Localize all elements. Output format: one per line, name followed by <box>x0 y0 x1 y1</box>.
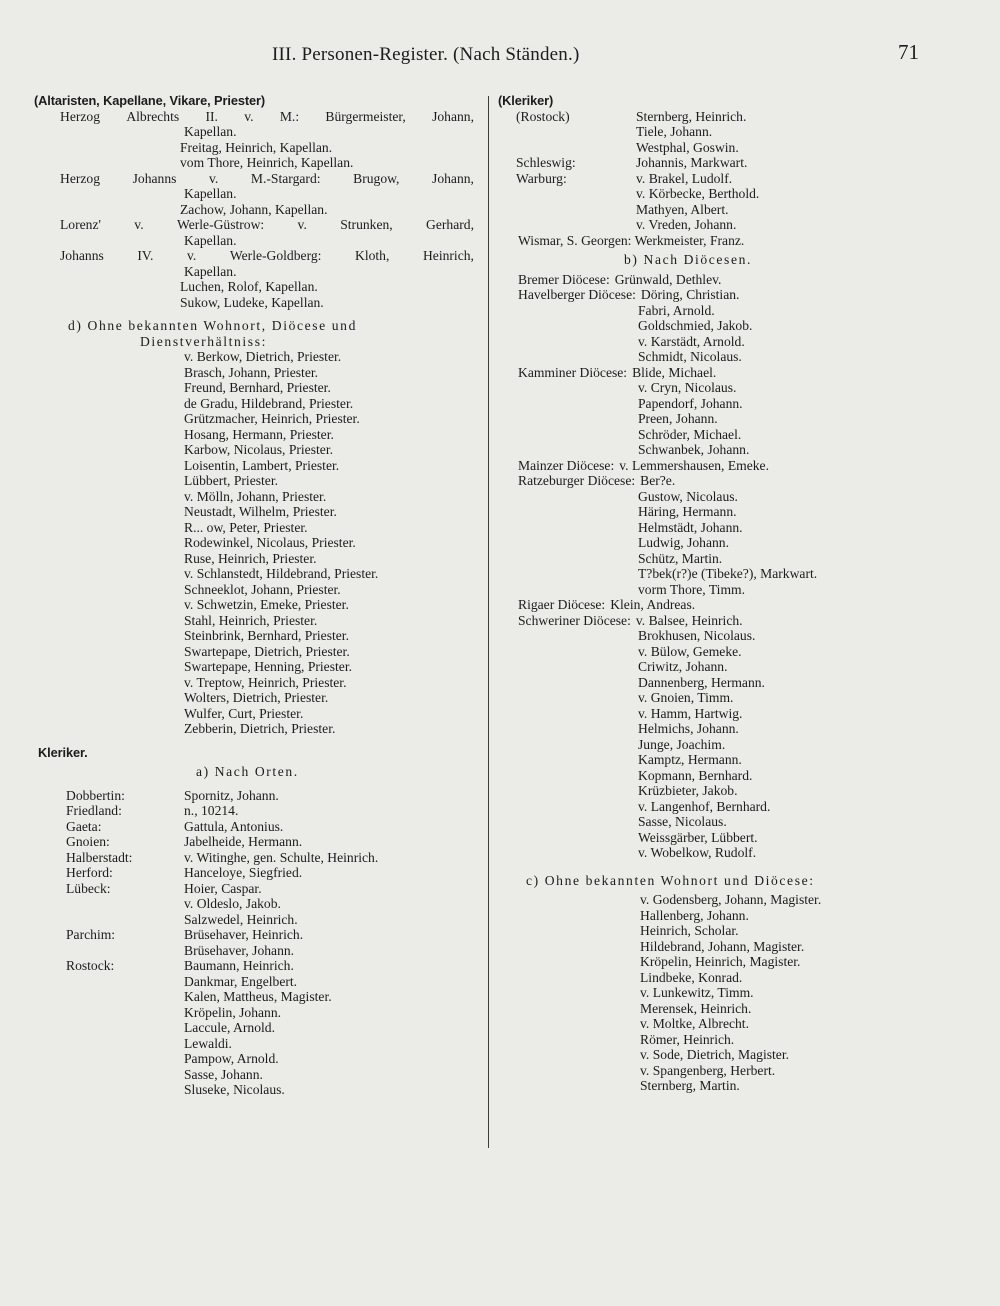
priest-entry: de Gradu, Hildebrand, Priester. <box>184 395 354 411</box>
person-name: Kopmann, Bernhard. <box>638 767 753 783</box>
person-name: Spornitz, Johann. <box>184 787 279 803</box>
register-entry-line: Kapellan. <box>184 124 237 139</box>
person-name: T?bek(r?)e (Tibeke?), Markwart. <box>638 566 818 581</box>
diocese-entry <box>498 690 968 706</box>
person-name: Helmichs, Johann. <box>638 721 739 736</box>
person-name: Tiele, Johann. <box>636 124 713 139</box>
place-name <box>34 1051 184 1067</box>
diocese-entry <box>498 272 968 288</box>
place-entry <box>34 881 474 897</box>
place-name <box>34 1036 184 1052</box>
priest-entry: Zebberin, Dietrich, Priester. <box>184 721 336 736</box>
place-entry <box>34 1051 474 1067</box>
place-entry <box>34 989 474 1005</box>
person-name: Baumann, Heinrich. <box>184 958 294 973</box>
unknown-entry: Lindbeke, Konrad. <box>640 969 743 985</box>
person-name: Junge, Joachim. <box>638 736 726 752</box>
entry-word: v. <box>244 108 254 124</box>
entry-word: Lorenz' <box>60 217 101 232</box>
place-name: Rostock: <box>66 958 115 973</box>
diocese-entry <box>498 845 968 861</box>
place-name <box>498 140 636 156</box>
person-name: Gattula, Antonius. <box>184 818 284 834</box>
person-name: v. Bülow, Gemeke. <box>638 643 742 659</box>
place-name <box>498 202 636 218</box>
person-name: Hanceloye, Siegfried. <box>184 865 303 880</box>
person-name: Kalen, Mattheus, Magister. <box>184 989 332 1004</box>
entry-word: Heinrich, <box>422 248 474 263</box>
person-name: Blide, Michael. <box>632 364 717 380</box>
unknown-entry: v. Godensberg, Johann, Magister. <box>640 892 822 907</box>
person-name: v. Oldeslo, Jakob. <box>184 896 281 911</box>
diocese-name: Kamminer Diöcese: <box>518 364 628 380</box>
person-name: Jabelheide, Hermann. <box>184 834 303 849</box>
subsection-d-heading-cont: Dienstverhältniss: <box>140 333 267 349</box>
diocese-name: Mainzer Diöcese: <box>518 457 615 473</box>
place-entry <box>34 865 474 881</box>
subsection-c-heading: c) Ohne bekannten Wohnort und Diöcese: <box>526 872 815 888</box>
diocese-entry <box>498 566 968 582</box>
diocese-entry <box>498 613 968 629</box>
diocese-entry <box>498 551 968 567</box>
person-name: Gustow, Nicolaus. <box>638 488 738 504</box>
entry-word: v. <box>209 170 219 186</box>
diocese-entry <box>498 427 968 443</box>
place-name <box>498 217 636 233</box>
unknown-entry: Kröpelin, Heinrich, Magister. <box>640 954 801 969</box>
place-entry <box>34 943 474 959</box>
entry-word: Bürgermeister, <box>325 108 406 124</box>
person-name: v. Gnoien, Timm. <box>638 690 734 705</box>
diocese-entry <box>498 597 968 613</box>
diocese-entry <box>498 411 968 427</box>
place-entry <box>34 1020 474 1036</box>
unknown-entry: v. Sode, Dietrich, Magister. <box>640 1047 789 1062</box>
entry-word: Johanns <box>60 248 104 263</box>
priest-entry: Steinbrink, Bernhard, Priester. <box>184 628 349 643</box>
place-name: Dobbertin: <box>66 787 125 803</box>
place-name <box>34 974 184 990</box>
place-entry <box>498 155 968 171</box>
place-name <box>498 124 636 140</box>
entry-word: II. <box>205 108 218 124</box>
register-entry-line: Luchen, Rolof, Kapellan. <box>180 279 318 294</box>
person-name: Lewaldi. <box>184 1035 232 1051</box>
person-name: Helmstädt, Johann. <box>638 519 743 535</box>
diocese-entry <box>498 644 968 660</box>
priest-entry: Loisentin, Lambert, Priester. <box>184 457 340 473</box>
register-entry-line: Zachow, Johann, Kapellan. <box>180 201 328 217</box>
place-entry <box>34 819 474 835</box>
register-entry-line: Kapellan. <box>184 263 237 279</box>
diocese-entry <box>498 752 968 768</box>
place-name <box>34 943 184 959</box>
entry-word: Johann, <box>432 108 474 124</box>
diocese-entry <box>498 675 968 691</box>
diocese-entry <box>498 365 968 381</box>
right-column <box>498 93 968 1094</box>
unknown-entry: Römer, Heinrich. <box>640 1031 735 1047</box>
person-name: Papendorf, Johann. <box>638 395 743 411</box>
section-heading-altaristen: (Altaristen, Kapellane, Vikare, Priester) <box>34 93 266 108</box>
priest-entry: v. Schlanstedt, Hildebrand, Priester. <box>184 566 379 581</box>
person-name: v. Lemmershausen, Emeke. <box>619 457 769 473</box>
entry-word: Johanns <box>132 170 177 186</box>
person-name: Mathyen, Albert. <box>636 201 729 217</box>
place-entry <box>34 927 474 943</box>
priest-entry: Brasch, Johann, Priester. <box>184 364 319 380</box>
diocese-entry <box>498 830 968 846</box>
entry-word: Gerhard, <box>426 217 474 232</box>
priest-entry: v. Treptow, Heinrich, Priester. <box>184 674 347 690</box>
place-name: Warburg: <box>516 170 567 186</box>
place-entry <box>34 788 474 804</box>
diocese-entry <box>498 814 968 830</box>
diocese-entry <box>498 582 968 598</box>
person-name: Fabri, Arnold. <box>638 302 715 318</box>
person-name: vorm Thore, Timm. <box>638 581 746 597</box>
entry-word: Werle-Goldberg: <box>229 248 322 263</box>
unknown-entry: Hallenberg, Johann. <box>640 907 749 923</box>
place-name: Herford: <box>66 865 113 880</box>
unknown-entry: Sternberg, Martin. <box>640 1078 740 1093</box>
person-name: Grünwald, Dethlev. <box>614 271 722 287</box>
entry-word: v. <box>187 248 197 263</box>
diocese-entry <box>498 535 968 551</box>
person-name: n., 10214. <box>184 803 239 818</box>
priest-entry: Rodewinkel, Nicolaus, Priester. <box>184 535 356 550</box>
priest-entry: Hosang, Hermann, Priester. <box>184 426 334 442</box>
diocese-entry <box>498 520 968 536</box>
person-name: Salzwedel, Heinrich. <box>184 911 298 927</box>
diocese-name: Bremer Diöcese: <box>518 271 610 287</box>
kleriker-heading: Kleriker. <box>38 744 88 760</box>
person-name: Schütz, Martin. <box>638 550 723 566</box>
person-name: Sasse, Nicolaus. <box>638 814 727 829</box>
place-entry <box>34 912 474 928</box>
person-name: Schmidt, Nicolaus. <box>638 349 742 364</box>
person-name: v. Cryn, Nicolaus. <box>638 380 737 395</box>
subsection-b-heading: b) Nach Diöcesen. <box>624 252 752 267</box>
priest-entry: R... ow, Peter, Priester. <box>184 519 308 535</box>
person-name: v. Karstädt, Arnold. <box>638 333 745 349</box>
person-name: v. Brakel, Ludolf. <box>636 170 733 186</box>
person-name: Kröpelin, Johann. <box>184 1004 282 1020</box>
place-entry <box>498 186 968 202</box>
person-name: Häring, Hermann. <box>638 504 737 519</box>
place-name: Parchim: <box>66 927 116 942</box>
entry-word: Strunken, <box>340 217 393 232</box>
priest-entry: Grützmacher, Heinrich, Priester. <box>184 411 360 426</box>
person-name: Laccule, Arnold. <box>184 1020 275 1035</box>
place-entry <box>34 1036 474 1052</box>
priest-entry: Wolters, Dietrich, Priester. <box>184 690 329 705</box>
place-name <box>34 912 184 928</box>
diocese-entry <box>498 303 968 319</box>
entry-word: Albrechts <box>126 108 180 124</box>
priest-entry: Wulfer, Curt, Priester. <box>184 705 304 721</box>
place-name: Friedland: <box>66 803 122 818</box>
diocese-entry <box>498 334 968 350</box>
person-name: Krüzbieter, Jakob. <box>638 783 738 798</box>
unknown-entry: v. Moltke, Albrecht. <box>640 1016 749 1031</box>
place-name: Schleswig: <box>516 155 576 170</box>
place-entry <box>34 803 474 819</box>
diocese-entry <box>498 628 968 644</box>
diocese-entry <box>498 706 968 722</box>
place-name <box>34 1005 184 1021</box>
place-name: Gnoien: <box>66 834 110 849</box>
diocese-entry <box>498 442 968 458</box>
person-name: Criwitz, Johann. <box>638 659 728 674</box>
person-name: Sternberg, Heinrich. <box>636 108 747 124</box>
diocese-entry <box>498 396 968 412</box>
person-name: Sasse, Johann. <box>184 1066 263 1082</box>
entry-word: Herzog <box>60 108 101 124</box>
place-entry <box>34 1005 474 1021</box>
place-name <box>34 1082 184 1098</box>
diocese-entry <box>498 287 968 303</box>
person-name: v. Körbecke, Berthold. <box>636 186 760 201</box>
place-entry <box>34 974 474 990</box>
unknown-entry: Merensek, Heinrich. <box>640 1000 752 1016</box>
register-entry-line: Freitag, Heinrich, Kapellan. <box>180 139 333 155</box>
diocese-entry <box>498 659 968 675</box>
diocese-entry <box>498 473 968 489</box>
entry-word: M.-Stargard: <box>250 170 321 186</box>
unknown-entry: v. Lunkewitz, Timm. <box>640 985 754 1000</box>
lords-entries <box>34 109 474 311</box>
person-name: Ber?e. <box>640 473 676 488</box>
entry-word: Kloth, <box>355 248 390 263</box>
person-name: Kamptz, Hermann. <box>638 752 742 767</box>
priest-list <box>34 349 474 737</box>
diocese-name: Havelberger Diöcese: <box>518 287 636 302</box>
entry-word: Herzog <box>60 170 101 186</box>
place-entry <box>498 109 968 125</box>
wismar-entry: Wismar, S. Georgen: Werkmeister, Franz. <box>518 232 745 248</box>
person-name: Schwanbek, Johann. <box>638 442 750 457</box>
register-entry-line <box>34 171 474 187</box>
priest-entry: Schneeklot, Johann, Priester. <box>184 581 341 597</box>
place-entry <box>498 124 968 140</box>
priest-entry: Swartepape, Dietrich, Priester. <box>184 643 350 659</box>
place-name: (Rostock) <box>516 108 570 124</box>
unknown-entry: v. Spangenberg, Herbert. <box>640 1062 776 1078</box>
diocese-name: Ratzeburger Diöcese: <box>518 473 636 488</box>
places-list <box>34 788 474 1098</box>
entry-word: M.: <box>279 108 300 124</box>
entry-word: Johann, <box>432 170 474 186</box>
register-entry-line: vom Thore, Heinrich, Kapellan. <box>180 155 354 170</box>
place-entry <box>34 896 474 912</box>
person-name: Johannis, Markwart. <box>636 155 748 170</box>
place-entry <box>498 171 968 187</box>
person-name: Dannenberg, Hermann. <box>638 674 765 690</box>
person-name: Sluseke, Nicolaus. <box>184 1082 285 1097</box>
place-entry <box>498 217 968 233</box>
place-name: Lübeck: <box>66 880 111 896</box>
register-entry-line <box>34 217 474 233</box>
page-title: III. Personen-Register. (Nach Ständen.) <box>272 44 580 65</box>
place-entry <box>498 202 968 218</box>
diocese-entry <box>498 737 968 753</box>
left-column <box>34 93 474 1098</box>
diocese-list <box>498 272 968 861</box>
person-name: Dankmar, Engelbert. <box>184 973 298 989</box>
person-name: v. Langenhof, Bernhard. <box>638 798 771 814</box>
register-entry-line: Kapellan. <box>184 186 237 201</box>
person-name: v. Balsee, Heinrich. <box>635 612 743 628</box>
entry-word: Brugow, <box>353 170 400 186</box>
diocese-name: Rigaer Diöcese: <box>518 597 606 612</box>
person-name: Westphal, Goswin. <box>636 139 739 155</box>
person-name: Weissgärber, Lübbert. <box>638 829 758 845</box>
priest-entry: Neustadt, Wilhelm, Priester. <box>184 504 337 519</box>
entry-word: IV. <box>137 248 154 263</box>
person-name: Hoier, Caspar. <box>184 880 262 896</box>
subsection-a-heading: a) Nach Orten. <box>196 764 299 779</box>
place-name: Halberstadt: <box>66 849 133 865</box>
priest-entry: Lübbert, Priester. <box>184 473 279 488</box>
place-name <box>34 1067 184 1083</box>
person-name: Preen, Johann. <box>638 411 718 426</box>
priest-entry: v. Berkow, Dietrich, Priester. <box>184 349 342 364</box>
person-name: Döring, Christian. <box>640 287 740 302</box>
register-entry-line <box>34 248 474 264</box>
priest-entry: Freund, Bernhard, Priester. <box>184 380 331 395</box>
diocese-entry <box>498 489 968 505</box>
register-entry-line: Kapellan. <box>184 232 237 248</box>
person-name: Pampow, Arnold. <box>184 1051 279 1066</box>
person-name: Brüsehaver, Heinrich. <box>184 927 304 942</box>
person-name: v. Witinghe, gen. Schulte, Heinrich. <box>184 849 379 865</box>
diocese-name: Schweriner Diöcese: <box>518 612 631 628</box>
place-entry <box>34 834 474 850</box>
priest-entry: v. Schwetzin, Emeke, Priester. <box>184 597 349 612</box>
page-number: 71 <box>898 40 919 64</box>
place-entry <box>34 850 474 866</box>
unknown-entry: Heinrich, Scholar. <box>640 923 739 938</box>
diocese-entry <box>498 349 968 365</box>
place-name <box>34 1020 184 1036</box>
person-name: Brüsehaver, Johann. <box>184 942 295 958</box>
diocese-entry <box>498 799 968 815</box>
diocese-entry <box>498 768 968 784</box>
place-name <box>34 989 184 1005</box>
person-name: Schröder, Michael. <box>638 426 742 442</box>
register-entry-line: Sukow, Ludeke, Kapellan. <box>180 294 324 310</box>
place-entry <box>498 140 968 156</box>
diocese-entry <box>498 318 968 334</box>
diocese-entry <box>498 458 968 474</box>
entry-word: v. <box>297 217 307 232</box>
priest-entry: Karbow, Nicolaus, Priester. <box>184 442 333 457</box>
person-name: Klein, Andreas. <box>610 597 696 612</box>
place-entry <box>34 1082 474 1098</box>
place-name <box>498 186 636 202</box>
section-heading-kleriker: (Kleriker) <box>498 93 554 108</box>
diocese-entry <box>498 783 968 799</box>
subsection-d-heading: d) Ohne bekannten Wohnort, Diöcese und <box>68 318 357 333</box>
entry-word: v. <box>134 217 144 232</box>
register-entry-line <box>34 109 474 125</box>
place-entry <box>34 958 474 974</box>
priest-entry: Swartepape, Henning, Priester. <box>184 659 352 674</box>
priest-entry: v. Mölln, Johann, Priester. <box>184 488 327 504</box>
person-name: Goldschmied, Jakob. <box>638 318 753 333</box>
person-name: Ludwig, Johann. <box>638 535 729 550</box>
priest-entry: Stahl, Heinrich, Priester. <box>184 612 318 628</box>
place-entry <box>34 1067 474 1083</box>
diocese-entry <box>498 721 968 737</box>
person-name: Brokhusen, Nicolaus. <box>638 628 756 643</box>
place-name <box>34 896 184 912</box>
person-name: v. Hamm, Hartwig. <box>638 705 743 721</box>
column-divider <box>488 96 489 1148</box>
person-name: v. Vreden, Johann. <box>636 217 737 232</box>
person-name: v. Wobelkow, Rudolf. <box>638 845 757 860</box>
entry-word: Werle-Güstrow: <box>176 217 265 232</box>
unknown-list <box>498 892 968 1094</box>
diocese-entry <box>498 504 968 520</box>
unknown-entry: Hildebrand, Johann, Magister. <box>640 938 805 954</box>
places-list-continued <box>498 109 968 233</box>
place-name: Gaeta: <box>66 818 102 834</box>
priest-entry: Ruse, Heinrich, Priester. <box>184 550 317 566</box>
diocese-entry <box>498 380 968 396</box>
